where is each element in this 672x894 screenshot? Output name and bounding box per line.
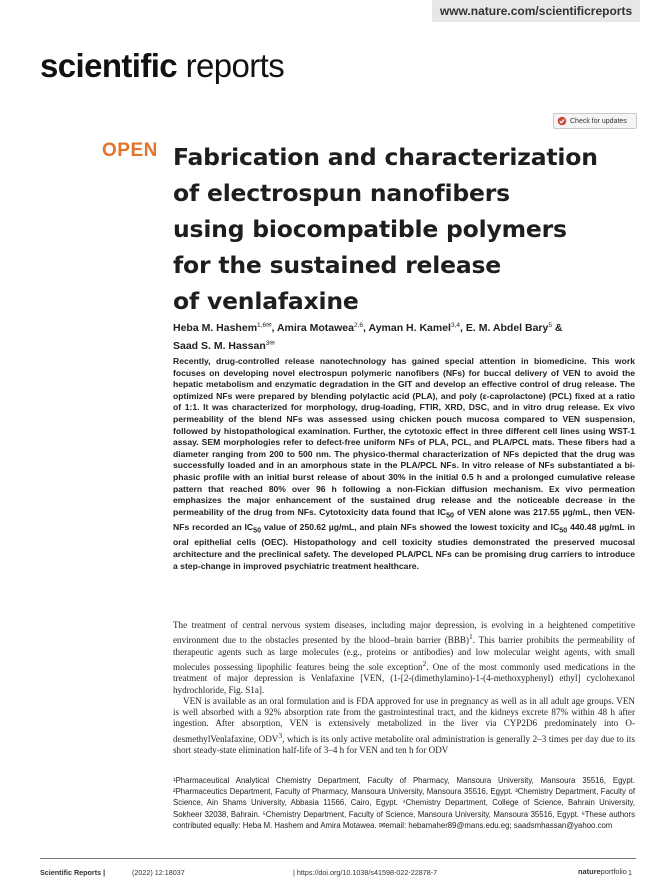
abstract-text: Recently, drug-controlled release nanotechnology has gained special attention in biomedicine. This work focuses on developing novel electrospun polymeric nanofibers (NFs) for buccal delivery of VEN to avoid the hepatic metabolism and enzymatic degradation in the GIT and develop an effective control of drug release. The optimized NFs were prepared by blending polylactic acid (PLA), and poly (ε-caprolactone) (PCL) fixed at a ratio of 1:1. It was characterized for morphology, drug-loading, FTIR, XRD, DSC, and in vitro drug release. Ex vivo permeability of the blend NFs was assessed using chicken pouch mucosa compared to VEN suspension, followed by histopathological examination. Further, the cytotoxic effect in three different cell lines using WST-1 assay. SEM morphologies refer to defect-free uniform NFs of PLA, PCL, and PLA/PCL mats. These fibers had a diameter ranging from 200 to 500 nm. The physico-thermal characterization of NFs depicted that the drug was successfully loaded and in an amorphous state in the PLA/PCL NFs. In vitro release of NFs substantiated a bi-phasic profile with an initial burst release of about 30% in the initial 0.5 h and a prolonged cumulative release pattern that reached 80% over 96 h following a non-Fickian diffusion mechanism. Ex vivo permeation emphasizes the major enhancement of the sustained drug release and the noticeable decrease in the permeability of the drug from NFs. Cytotoxicity data found that IC bbox=[173, 356, 635, 517]
body-text-span: . One of the most commonly used medications in the treatment of major depression is Venlafaxine [VEN, (1-[2-(dimethylamino)-1-(4-methoxyphenyl) ethyl] cyclohexanol hydrochloride, Fig. S1a]. bbox=[173, 661, 635, 695]
check-updates-label: Check for updates bbox=[570, 117, 627, 125]
publisher-logo bbox=[578, 867, 627, 876]
citation-ref[interactable]: 3 bbox=[278, 730, 283, 740]
author-name[interactable]: E. M. Abdel Bary bbox=[465, 322, 549, 334]
body-text bbox=[173, 620, 635, 756]
body-text-span: The treatment of central nervous system diseases, including major depression, is evolving in a heightened competitive environment due to the obstacles presented by the blood–brain barrier (BBB) bbox=[173, 620, 635, 646]
body-text-span: . This barrier prohibits the permeability of therapeutic agents such as large molecules (e.g., proteins or antibodies) and low molecular weight agents, with small molecules possessing lipophilic features being the sole exception bbox=[173, 635, 635, 672]
body-paragraph bbox=[173, 620, 635, 696]
affiliations: ¹Pharmaceutical Analytical Chemistry Department, Faculty of Pharmacy, Mansoura University, Mansoura 35516, Egypt. ²Pharmaceutics Department, Faculty of Pharmacy, Mansoura University, Mansoura 35516, Egypt. ³Chemistry Department, Faculty of Science, Ain Shams University, Abbasia 11566, Cairo, Egypt. ⁴Chemistry Department, College of Science, Bahrain University, Sokheer 32038, Bahrain. ⁵Chemistry Department, Faculty of Science, Mansoura University, Mansoura 35516, Egypt. ⁶These authors contributed equally: Heba M. Hashem and Amira Motawea. ✉email: hebamaher89@mans.edu.eg; saadsmhassan@yahoo.com bbox=[173, 776, 635, 830]
abstract-paragraph bbox=[173, 356, 635, 572]
title-line: Fabrication and characterization bbox=[173, 143, 598, 171]
title-line: of electrospun nanofibers bbox=[173, 179, 510, 207]
journal-logo-light: reports bbox=[177, 47, 285, 84]
abstract bbox=[173, 356, 635, 572]
page-number: 1 bbox=[628, 868, 632, 877]
citation-ref[interactable]: 2 bbox=[422, 658, 427, 668]
author-separator: & bbox=[551, 322, 563, 334]
page-footer bbox=[40, 868, 636, 880]
publisher-bold: nature bbox=[578, 867, 601, 876]
abstract-text: value of 250.62 µg/mL, and plain NFs showed the lowest toxicity and IC bbox=[261, 522, 560, 533]
footer-volume: (2022) 12:18037 bbox=[132, 868, 185, 877]
ic50-subscript: 50 bbox=[559, 526, 568, 535]
open-access-label: OPEN bbox=[102, 140, 158, 161]
author-separator: , bbox=[363, 322, 369, 334]
title-line: for the sustained release bbox=[173, 251, 502, 279]
body-text-span: , which is its only active metabolite oral administration is generally 2–3 times per day due to its short steady-state elimination half-life of 3–4 h for VEN and ten h for ODV bbox=[173, 733, 635, 756]
author-affiliation: 3✉ bbox=[265, 340, 275, 347]
ic50-subscript: 50 bbox=[253, 526, 262, 535]
author-name[interactable]: Heba M. Hashem bbox=[173, 322, 258, 334]
abstract-text: 440.48 µg/mL in oral epithelial cells (OEC). Histopathology and cell toxicity studies demonstrated the preserved mucosal architecture and the preclinical safety. The developed PLA/PCL NFs can be promising drug carriers to introduce a step-change in improved psychiatric treatment healthcare. bbox=[173, 522, 635, 571]
footer-doi-link[interactable]: | https://doi.org/10.1038/s41598-022-22878-7 bbox=[293, 868, 438, 877]
check-for-updates-button[interactable] bbox=[553, 113, 637, 129]
footer-divider bbox=[40, 858, 636, 859]
author-name[interactable]: Saad S. M. Hassan bbox=[173, 340, 266, 352]
author-affiliation: 1,6✉ bbox=[257, 322, 272, 329]
ic50-subscript: 50 bbox=[446, 511, 455, 520]
citation-ref[interactable]: 1 bbox=[468, 632, 473, 642]
author-name[interactable]: Ayman H. Kamel bbox=[368, 322, 451, 334]
author-separator: , bbox=[271, 322, 277, 334]
author-affiliation: 5 bbox=[548, 322, 552, 329]
article-title bbox=[173, 139, 623, 319]
journal-logo-bold: scientific bbox=[40, 47, 178, 84]
author-separator: , bbox=[460, 322, 466, 334]
journal-url[interactable]: www.nature.com/scientificreports bbox=[432, 0, 640, 22]
title-line: of venlafaxine bbox=[173, 287, 359, 315]
author-list bbox=[173, 318, 633, 354]
body-paragraph bbox=[173, 696, 635, 757]
title-line: using biocompatible polymers bbox=[173, 215, 567, 243]
footer-journal: Scientific Reports | bbox=[40, 868, 106, 877]
abstract-text: of VEN alone was 217.55 µg/mL, then VEN-NFs recorded an IC bbox=[173, 506, 635, 533]
author-affiliation: 2,6 bbox=[354, 322, 364, 329]
author-affiliation: 3,4 bbox=[450, 322, 461, 329]
body-text-span: VEN is available as an oral formulation and is FDA approved for use in pregnancy as well as in all adult age groups. VEN is well absorbed with a 92% absorption rate from the gastrointestinal tract, and the kidneys excrete 87% within 48 h after ingestion. After absorption, VEN is extensively metabolized in the liver via CYP2D6 predominately into O-desmethylVenlafaxine, ODV bbox=[173, 695, 635, 744]
journal-logo bbox=[40, 44, 284, 88]
publisher-light: portfolio bbox=[600, 867, 627, 876]
author-name[interactable]: Amira Motawea bbox=[276, 322, 354, 334]
check-updates-icon bbox=[557, 116, 567, 126]
